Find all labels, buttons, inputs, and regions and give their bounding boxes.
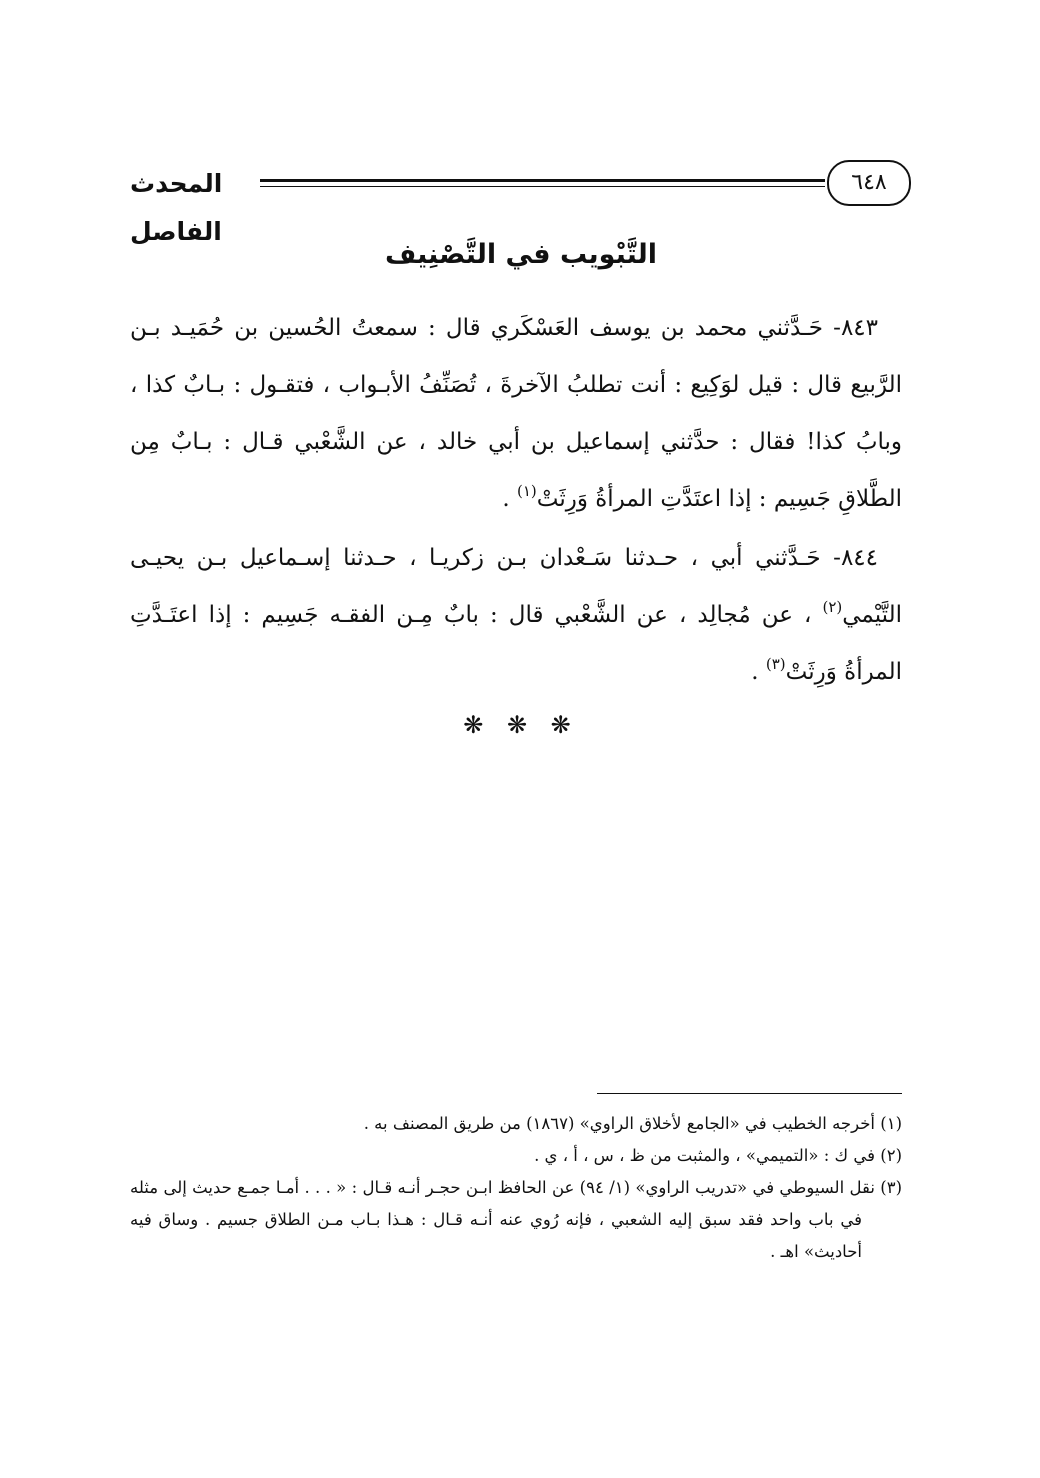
- hadith-844: [130, 530, 902, 701]
- book-title: المحدث الفاصل: [130, 169, 223, 246]
- footnote-2: (٢) في ك : «التميمي» ، والمثبت من ظ ، س ، أ ، ي .: [534, 1146, 902, 1165]
- footnotes: [130, 1108, 902, 1268]
- section-heading: التَّبْويب في التَّصْنِيف: [384, 239, 658, 270]
- page-number: ٦٤٨: [827, 160, 911, 206]
- footnote-ref-3[interactable]: (٣): [765, 655, 786, 673]
- hadith-844-body: ٨٤٤- حَـدَّثني أبي ، حـدثنا سَـعْدان بـن زكريـا ، حـدثنا إسـماعيل بـن يحيـى التَّيْمي: [130, 545, 902, 628]
- footnote-1: (١) أخرجه الخطيب في «الجامع لأخلاق الراوي» (١٨٦٧) من طريق المصنف به .: [363, 1114, 902, 1133]
- header-rule: [260, 179, 825, 187]
- hadith-844-text: [130, 530, 902, 701]
- footnote-rule: [597, 1093, 902, 1094]
- hadith-843: [130, 300, 902, 528]
- hadith-843-text: [130, 300, 902, 528]
- hadith-844-middle: ، عن مُجالِد ، عن الشَّعْبي قال : بابٌ مِـن الفقـه جَسِيم : إذا اعتَـدَّتِ المرأةُ وَرِثَتْ: [130, 602, 902, 685]
- hadith-844-end: .: [751, 659, 766, 685]
- hadith-843-body: ٨٤٣- حَـدَّثني محمد بن يوسف العَسْكَري قال : سمعتُ الحُسين بن حُمَيـد بـن الرَّبيع قال : قيل لوَكِيع : أنت تطلبُ الآخرةَ ، تُصَنِّفُ الأبـواب ، فتقـول : بـابٌ كذا ، وبابُ كذا! فقال : حدَّثني إسماعيل بن أبي خالد ، عن الشَّعْبي قـال : بـابٌ مِن الطَّلاقِ جَسِيم : إذا اعتَدَّتِ المرأةُ وَرِثَتْ: [130, 315, 902, 512]
- section-separator: ❋ ❋ ❋: [463, 711, 579, 739]
- footnote-3: (٣) نقل السيوطي في «تدريب الراوي» (١/ ٩٤) عن الحافظ ابـن حجـر أنـه قـال : « . . . أمـا جمـع حديث إلى مثله في باب واحد فقد سبق إليه الشعبي ، فإنه رُوي عنه أنـه قـال : هـذا بـاب مـن الطلاق جسيم . وساق فيه أحاديث» اهـ .: [130, 1178, 903, 1261]
- page-header: [130, 160, 912, 246]
- footnote-ref-2[interactable]: (٢): [822, 598, 843, 616]
- hadith-843-end: .: [502, 486, 517, 512]
- footnote-ref-1[interactable]: (١): [516, 482, 537, 500]
